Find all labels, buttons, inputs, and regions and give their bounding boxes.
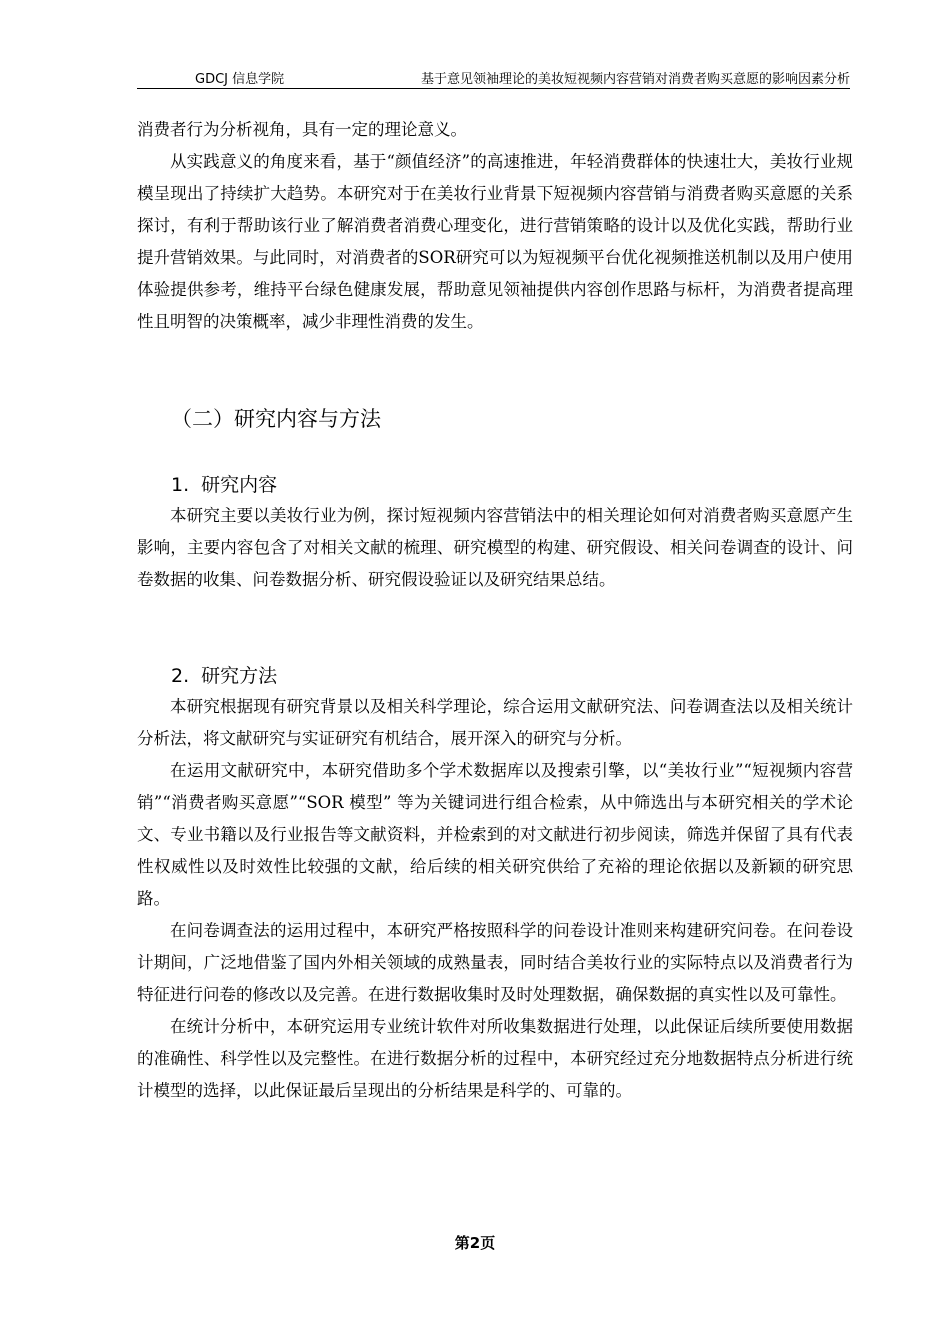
subheading-research-methods [171,661,277,691]
methods-paragraph-1: 本研究根据现有研究背景以及相关科学理论，综合运用文献研究法、问卷调查法以及相关统计分析法，将文献研究与实证研究有机结合，展开深入的研究与分析。 [137,697,853,748]
research-content-paragraph: 本研究主要以美妆行业为例，探讨短视频内容营销法中的相关理论如何对消费者购买意愿产生影响，主要内容包含了对相关文献的梳理、研究模型的构建、研究假设、相关问卷调查的设计、问卷数据的收集、问卷数据分析、研究假设验证以及研究结果总结。 [137,506,853,589]
subheading-research-content [171,470,277,500]
page-header [137,66,850,89]
methods-paragraph-3: 在问卷调查法的运用过程中，本研究严格按照科学的问卷设计准则来构建研究问卷。在问卷设计期间，广泛地借鉴了国内外相关领域的成熟量表，同时结合美妆行业的实际特点以及消费者行为特征进行问卷的修改以及完善。在进行数据收集时及时处理数据，确保数据的真实性以及可靠性。 [137,921,853,1004]
intro-paragraph-2: 从实践意义的角度来看，基于“颜值经济”的高速推进，年轻消费群体的快速壮大，美妆行业规模呈现出了持续扩大趋势。本研究对于在美妆行业背景下短视频内容营销与消费者购买意愿的关系探讨，有利于帮助该行业了解消费者消费心理变化，进行营销策略的设计以及优化实践，帮助行业提升营销效果。与此同时，对消费者的SOR研究可以为短视频平台优化视频推送机制以及用户使用体验提供参考，维持平台绿色健康发展，帮助意见领袖提供内容创作思路与标杆，为消费者提高理性且明智的决策概率，减少非理性消费的发生。 [137,152,853,331]
subheading-title: 研究内容 [201,474,278,496]
header-institution: GDCJ 信息学院 [195,72,285,87]
section-heading-research-content-methods: （二）研究内容与方法 [171,407,381,431]
research-content-block [137,500,853,596]
research-methods-block [137,691,853,1107]
subheading-number: 2. [171,665,190,687]
methods-paragraph-2: 在运用文献研究中，本研究借助多个学术数据库以及搜索引擎，以“美妆行业”“短视频内容营销”“消费者购买意愿”“SOR 模型” 等为关键词进行组合检索，从中筛选出与本研究相关的学术论文、专业书籍以及行业报告等文献资料，并检索到的对文献进行初步阅读，筛选并保留了具有代表性权威性以及时效性比较强的文献，给后续的相关研究供给了充裕的理论依据以及新颖的研究思路。 [137,761,853,908]
methods-paragraph-4: 在统计分析中，本研究运用专业统计软件对所收集数据进行处理，以此保证后续所要使用数据的准确性、科学性以及完整性。在进行数据分析的过程中，本研究经过充分地数据特点分析进行统计模型的选择，以此保证最后呈现出的分析结果是科学的、可靠的。 [137,1017,853,1100]
intro-block [137,114,853,338]
subheading-number: 1. [171,474,190,496]
intro-paragraph-1: 消费者行为分析视角，具有一定的理论意义。 [137,120,467,139]
subheading-title: 研究方法 [201,665,278,687]
page-number: 第2页 [454,1234,496,1252]
header-thesis-title: 基于意见领袖理论的美妆短视频内容营销对消费者购买意愿的影响因素分析 [420,72,850,87]
